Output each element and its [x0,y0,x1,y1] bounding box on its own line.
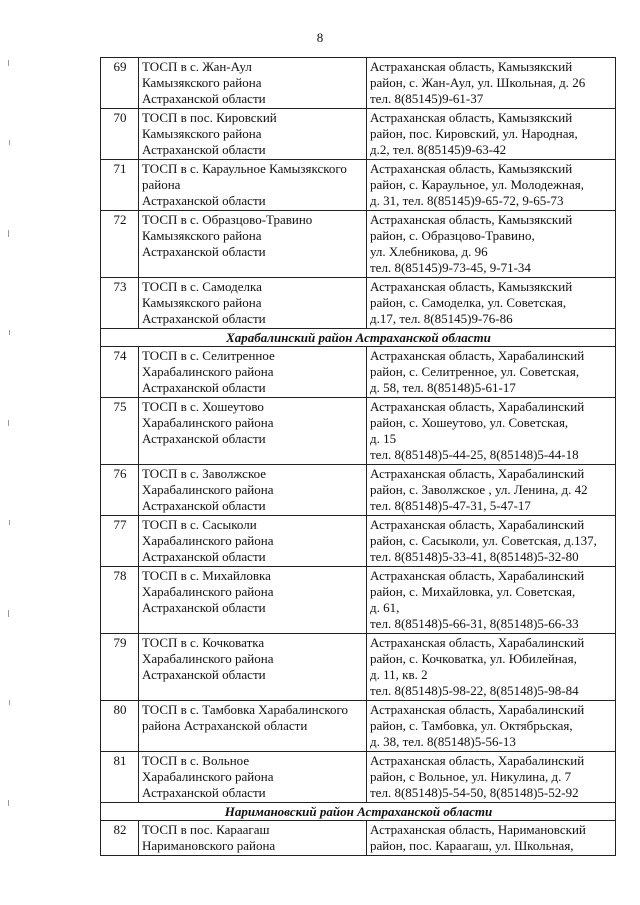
address-line: тел. 8(85148)5-98-22, 8(85148)5-98-84 [370,683,579,698]
address-line: д.2, тел. 8(85145)9-63-42 [370,142,507,157]
table-row [101,109,616,160]
office-name-line: Астраханской области [142,91,266,106]
office-name-line: Астраханской области [142,667,266,682]
office-name-line: Харабалинского района [142,651,274,666]
address-line: Астраханская область, Харабалинский [370,348,585,363]
row-number: 70 [101,109,139,160]
address-line: Астраханская область, Харабалинский [370,517,585,532]
office-name-line: Харабалинского района [142,533,274,548]
address-cell [367,516,616,567]
row-number: 77 [101,516,139,567]
address-cell [367,752,616,803]
table-row [101,701,616,752]
row-number: 74 [101,347,139,398]
address-line: тел. 8(85145)9-61-37 [370,91,484,106]
office-name-line: ТОСП в с. Вольное [142,753,250,768]
address-line: д.17, тел. 8(85145)9-76-86 [370,311,513,326]
address-cell [367,211,616,278]
office-name-cell [139,701,367,752]
office-name-line: ТОСП в с. Самоделка [142,279,262,294]
office-name-line: Астраханской области [142,549,266,564]
row-number: 81 [101,752,139,803]
row-number: 82 [101,821,139,856]
table-row [101,465,616,516]
address-line: Астраханская область, Харабалинский [370,568,585,583]
table-row [101,278,616,329]
registry-table-body [101,58,616,856]
office-name-line: Харабалинского района [142,482,274,497]
office-name-line: ТОСП в пос. Караагаш [142,822,270,837]
office-name-line: Харабалинского района [142,415,274,430]
row-number: 69 [101,58,139,109]
address-line: Астраханская область, Наримановский [370,822,586,837]
address-line: д. 11, кв. 2 [370,667,428,682]
scan-margin-marks [6,0,20,905]
address-line: д. 15 [370,431,397,446]
address-line: тел. 8(85145)9-73-45, 9-71-34 [370,260,531,275]
table-row [101,398,616,465]
office-name-line: Харабалинского района [142,584,274,599]
office-name-line: Харабалинского района [142,364,274,379]
row-number: 78 [101,567,139,634]
office-name-cell [139,58,367,109]
table-row [101,567,616,634]
address-cell [367,278,616,329]
office-name-line: Наримановского района [142,838,276,853]
office-name-line: ТОСП в с. Караульное Камызякского [142,161,347,176]
office-name-cell [139,516,367,567]
office-name-cell [139,465,367,516]
address-line: Астраханская область, Харабалинский [370,702,585,717]
address-line: район, с. Тамбовка, ул. Октябрьская, [370,718,573,733]
address-cell [367,701,616,752]
office-name-cell [139,347,367,398]
office-name-line: ТОСП в с. Образцово-Травино [142,212,313,227]
address-line: д. 58, тел. 8(85148)5-61-17 [370,380,516,395]
section-header-row [101,329,616,347]
address-cell [367,347,616,398]
address-line: район, с. Жан-Аул, ул. Школьная, д. 26 [370,75,586,90]
address-line: район, с. Караульное, ул. Молодежная, [370,177,584,192]
office-name-cell [139,278,367,329]
row-number: 75 [101,398,139,465]
address-cell [367,821,616,856]
address-cell [367,465,616,516]
office-name-cell [139,634,367,701]
address-cell [367,109,616,160]
address-line: район, с. Образцово-Травино, [370,228,535,243]
address-line: район, с. Самоделка, ул. Советская, [370,295,567,310]
row-number: 76 [101,465,139,516]
office-name-line: Астраханской области [142,600,266,615]
office-name-line: ТОСП в пос. Кировский [142,110,277,125]
office-name-line: ТОСП в с. Заволжское [142,466,267,481]
office-name-cell [139,752,367,803]
office-name-line: ТОСП в с. Жан-Аул [142,59,252,74]
row-number: 79 [101,634,139,701]
address-line: район, с. Селитренное, ул. Советская, [370,364,580,379]
page-number: 8 [316,30,324,45]
table-row [101,516,616,567]
office-name-line: Астраханской области [142,193,266,208]
address-cell [367,567,616,634]
row-number: 80 [101,701,139,752]
table-row [101,821,616,856]
office-name-cell [139,821,367,856]
office-name-line: ТОСП в с. Хошеутово [142,399,264,414]
office-name-line: Астраханской области [142,431,266,446]
address-line: район, пос. Кировский, ул. Народная, [370,126,578,141]
office-name-line: ТОСП в с. Кочковатка [142,635,265,650]
address-line: район, с. Кочковатка, ул. Юбилейная, [370,651,577,666]
address-line: Астраханская область, Камызякский [370,279,573,294]
office-name-cell [139,211,367,278]
table-row [101,58,616,109]
table-row [101,347,616,398]
office-name-cell [139,567,367,634]
address-line: район, пос. Караагаш, ул. Школьная, [370,838,574,853]
address-line: ул. Хлебникова, д. 96 [370,244,488,259]
office-name-line: Харабалинского района [142,769,274,784]
office-name-line: района Астраханской области [142,718,308,733]
address-line: д. 38, тел. 8(85148)5-56-13 [370,734,516,749]
office-name-cell [139,109,367,160]
address-line: тел. 8(85148)5-66-31, 8(85148)5-66-33 [370,616,579,631]
section-title: Харабалинский район Астраханской области [101,329,616,347]
table-row [101,160,616,211]
address-line: Астраханская область, Харабалинский [370,753,585,768]
address-line: район, с Вольное, ул. Никулина, д. 7 [370,769,572,784]
address-line: район, с. Михайловка, ул. Советская, [370,584,576,599]
address-line: тел. 8(85148)5-44-25, 8(85148)5-44-18 [370,447,579,462]
office-name-line: Астраханской области [142,380,266,395]
address-line: Астраханская область, Харабалинский [370,399,585,414]
office-name-line: Астраханской области [142,142,266,157]
office-name-line: ТОСП в с. Тамбовка Харабалинского [142,702,349,717]
address-line: Астраханская область, Харабалинский [370,466,585,481]
office-name-line: Камызякского района [142,228,262,243]
table-row [101,752,616,803]
address-line: район, с. Заволжское , ул. Ленина, д. 42 [370,482,588,497]
office-name-line: ТОСП в с. Сасыколи [142,517,257,532]
address-line: Астраханская область, Харабалинский [370,635,585,650]
address-line: Астраханская область, Камызякский [370,212,573,227]
section-title: Наримановский район Астраханской области [101,803,616,821]
table-row [101,211,616,278]
address-cell [367,160,616,211]
address-line: район, с. Сасыколи, ул. Советская, д.137, [370,533,597,548]
office-name-line: Камызякского района [142,126,262,141]
address-line: район, с. Хошеутово, ул. Советская, [370,415,569,430]
row-number: 71 [101,160,139,211]
office-name-line: района [142,177,181,192]
address-line: д. 31, тел. 8(85145)9-65-72, 9-65-73 [370,193,564,208]
office-name-line: Астраханской области [142,311,266,326]
office-name-line: Камызякского района [142,75,262,90]
registry-table [100,57,616,856]
address-cell [367,398,616,465]
office-name-cell [139,398,367,465]
address-line: д. 61, [370,600,400,615]
address-line: Астраханская область, Камызякский [370,110,573,125]
table-row [101,634,616,701]
address-cell [367,634,616,701]
office-name-line: ТОСП в с. Михайловка [142,568,271,583]
office-name-cell [139,160,367,211]
office-name-line: Астраханской области [142,244,266,259]
address-line: Астраханская область, Камызякский [370,161,573,176]
address-line: тел. 8(85148)5-54-50, 8(85148)5-52-92 [370,785,579,800]
row-number: 73 [101,278,139,329]
office-name-line: Камызякского района [142,295,262,310]
office-name-line: Астраханской области [142,785,266,800]
section-header-row [101,803,616,821]
address-cell [367,58,616,109]
address-line: тел. 8(85148)5-47-31, 5-47-17 [370,498,531,513]
row-number: 72 [101,211,139,278]
address-line: тел. 8(85148)5-33-41, 8(85148)5-32-80 [370,549,579,564]
office-name-line: ТОСП в с. Селитренное [142,348,275,363]
office-name-line: Астраханской области [142,498,266,513]
address-line: Астраханская область, Камызякский [370,59,573,74]
